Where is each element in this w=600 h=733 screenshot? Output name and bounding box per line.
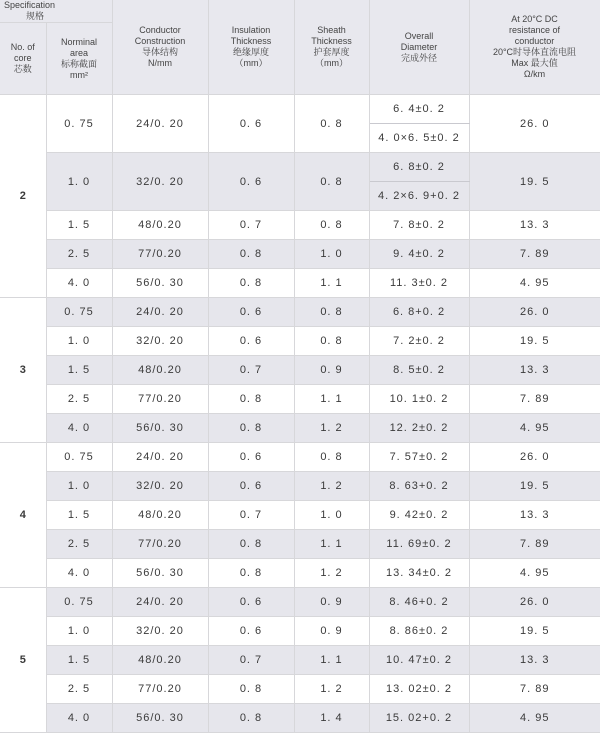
insulation-cell: 0. 6	[208, 95, 294, 153]
resistance-cell: 13. 3	[469, 356, 600, 385]
resistance-cell: 4. 95	[469, 269, 600, 298]
overall-diameter-cell: 6. 8±0. 2	[369, 153, 469, 182]
sheath-cell: 0. 8	[294, 298, 369, 327]
conductor-header-line: Construction	[134, 36, 186, 46]
core-count-cell: 3	[0, 298, 46, 443]
insulation-cell: 0. 6	[208, 153, 294, 211]
core-header-line: No. of	[10, 42, 35, 52]
table-row	[0, 530, 600, 559]
resistance-cell: 7. 89	[469, 240, 600, 269]
overall-diameter-cell: 8. 63+0. 2	[369, 472, 469, 501]
resistance-cell: 7. 89	[469, 675, 600, 704]
insulation-cell: 0. 7	[208, 646, 294, 675]
core-header-line: 芯数	[13, 64, 32, 74]
overall-diameter-cell: 6. 4±0. 2	[369, 95, 469, 124]
resistance-header-line: Max 最大值	[511, 58, 558, 68]
table-body	[0, 95, 600, 733]
conductor-cell: 32/0. 20	[112, 327, 208, 356]
resistance-cell: 7. 89	[469, 385, 600, 414]
overall-header-line: Diameter	[400, 41, 438, 52]
table-row	[0, 153, 600, 182]
area-cell: 1. 0	[46, 153, 112, 211]
area-header-line: mm²	[70, 69, 88, 80]
conductor-cell: 56/0. 30	[112, 559, 208, 588]
table-row	[0, 356, 600, 385]
area-header-line: Norminal	[60, 36, 97, 47]
overall-diameter-cell: 10. 1±0. 2	[369, 385, 469, 414]
table-row	[0, 95, 600, 124]
sheath-cell: 0. 8	[294, 327, 369, 356]
conductor-cell: 32/0. 20	[112, 617, 208, 646]
sheath-cell: 0. 9	[294, 588, 369, 617]
sheath-cell: 1. 1	[294, 530, 369, 559]
core-count-cell: 5	[0, 588, 46, 733]
resistance-cell: 13. 3	[469, 211, 600, 240]
resistance-cell: 13. 3	[469, 646, 600, 675]
area-cell: 0. 75	[46, 588, 112, 617]
conductor-cell: 77/0.20	[112, 385, 208, 414]
insulation-cell: 0. 6	[208, 588, 294, 617]
sheath-cell: 0. 8	[294, 443, 369, 472]
overall-diameter-cell: 7. 57±0. 2	[369, 443, 469, 472]
insulation-cell: 0. 6	[208, 472, 294, 501]
area-cell: 2. 5	[46, 385, 112, 414]
insulation-header-line: Thickness	[230, 36, 272, 46]
sheath-cell: 1. 0	[294, 240, 369, 269]
conductor-cell: 24/0. 20	[112, 298, 208, 327]
table-row	[0, 472, 600, 501]
resistance-cell: 19. 5	[469, 472, 600, 501]
overall-diameter-cell: 7. 8±0. 2	[369, 211, 469, 240]
sheath-header-line: Thickness	[311, 36, 352, 46]
table-row	[0, 327, 600, 356]
table-row	[0, 704, 600, 733]
nominal-area-header	[46, 23, 112, 95]
table-row	[0, 240, 600, 269]
conductor-cell: 48/0.20	[112, 501, 208, 530]
area-cell: 0. 75	[46, 298, 112, 327]
overall-diameter-alt-cell: 4. 0×6. 5±0. 2	[369, 124, 469, 153]
table-row	[0, 501, 600, 530]
area-cell: 4. 0	[46, 269, 112, 298]
table-row	[0, 211, 600, 240]
resistance-header-line: conductor	[514, 36, 555, 46]
area-cell: 0. 75	[46, 95, 112, 153]
table-row	[0, 269, 600, 298]
insulation-header-line: 绝缘厚度	[232, 47, 269, 57]
insulation-cell: 0. 8	[208, 240, 294, 269]
area-header-line: 标称截面	[60, 58, 97, 69]
sheath-header-line: （mm）	[315, 58, 348, 68]
conductor-cell: 32/0. 20	[112, 153, 208, 211]
area-cell: 2. 5	[46, 675, 112, 704]
area-cell: 0. 75	[46, 443, 112, 472]
core-count-cell: 4	[0, 443, 46, 588]
table-row	[0, 385, 600, 414]
table-row	[0, 443, 600, 472]
insulation-cell: 0. 8	[208, 530, 294, 559]
conductor-cell: 48/0.20	[112, 646, 208, 675]
table-row	[0, 414, 600, 443]
overall-diameter-cell: 10. 47±0. 2	[369, 646, 469, 675]
insulation-cell: 0. 6	[208, 298, 294, 327]
resistance-cell: 26. 0	[469, 95, 600, 153]
overall-diameter-cell: 15. 02+0. 2	[369, 704, 469, 733]
sheath-cell: 1. 2	[294, 414, 369, 443]
sheath-cell: 0. 9	[294, 356, 369, 385]
insulation-cell: 0. 8	[208, 704, 294, 733]
resistance-header-line: resistance of	[508, 25, 561, 35]
sheath-cell: 0. 8	[294, 211, 369, 240]
resistance-cell: 19. 5	[469, 327, 600, 356]
resistance-cell: 7. 89	[469, 530, 600, 559]
conductor-cell: 24/0. 20	[112, 588, 208, 617]
insulation-cell: 0. 8	[208, 414, 294, 443]
area-cell: 4. 0	[46, 559, 112, 588]
insulation-cell: 0. 8	[208, 559, 294, 588]
area-cell: 1. 5	[46, 211, 112, 240]
area-cell: 2. 5	[46, 240, 112, 269]
overall-diameter-header	[369, 0, 469, 95]
insulation-cell: 0. 7	[208, 211, 294, 240]
insulation-header	[208, 0, 294, 95]
conductor-header-line: 导体结构	[141, 47, 178, 57]
overall-diameter-cell: 11. 69±0. 2	[369, 530, 469, 559]
resistance-cell: 4. 95	[469, 559, 600, 588]
overall-diameter-cell: 7. 2±0. 2	[369, 327, 469, 356]
area-cell: 1. 0	[46, 617, 112, 646]
resistance-header-line: At 20°C DC	[511, 14, 558, 24]
conductor-cell: 77/0.20	[112, 530, 208, 559]
insulation-cell: 0. 8	[208, 385, 294, 414]
area-cell: 1. 0	[46, 327, 112, 356]
overall-header-line: Overall	[404, 30, 434, 41]
conductor-header-line: Conductor	[139, 25, 181, 35]
overall-diameter-cell: 13. 02±0. 2	[369, 675, 469, 704]
conductor-cell: 24/0. 20	[112, 443, 208, 472]
overall-diameter-cell: 8. 5±0. 2	[369, 356, 469, 385]
specification-en: Specification	[4, 0, 56, 10]
area-cell: 2. 5	[46, 530, 112, 559]
insulation-cell: 0. 7	[208, 356, 294, 385]
sheath-cell: 0. 9	[294, 617, 369, 646]
resistance-cell: 19. 5	[469, 153, 600, 211]
sheath-cell: 1. 2	[294, 472, 369, 501]
conductor-cell: 77/0.20	[112, 675, 208, 704]
specification-header	[0, 0, 112, 23]
sheath-cell: 0. 8	[294, 95, 369, 153]
table-row	[0, 559, 600, 588]
area-cell: 4. 0	[46, 704, 112, 733]
overall-header-line: 完成外径	[400, 52, 437, 63]
sheath-cell: 1. 0	[294, 501, 369, 530]
conductor-cell: 48/0.20	[112, 211, 208, 240]
insulation-cell: 0. 6	[208, 443, 294, 472]
resistance-cell: 4. 95	[469, 704, 600, 733]
sheath-header	[294, 0, 369, 95]
overall-diameter-cell: 6. 8+0. 2	[369, 298, 469, 327]
core-count-cell: 2	[0, 95, 46, 298]
resistance-header-line: 20°C时导体直流电阻	[492, 47, 577, 57]
insulation-header-line: （mm）	[234, 58, 268, 68]
conductor-cell: 56/0. 30	[112, 269, 208, 298]
table-row	[0, 298, 600, 327]
area-cell: 1. 5	[46, 501, 112, 530]
area-cell: 1. 5	[46, 646, 112, 675]
conductor-cell: 56/0. 30	[112, 414, 208, 443]
overall-diameter-cell: 8. 86±0. 2	[369, 617, 469, 646]
insulation-header-line: Insulation	[231, 25, 271, 35]
table-row	[0, 588, 600, 617]
conductor-cell: 56/0. 30	[112, 704, 208, 733]
sheath-cell: 1. 1	[294, 646, 369, 675]
resistance-cell: 19. 5	[469, 617, 600, 646]
area-header-line: area	[69, 47, 88, 58]
table-header	[0, 0, 600, 95]
core-header-line: core	[13, 53, 32, 63]
area-cell: 1. 5	[46, 356, 112, 385]
insulation-cell: 0. 8	[208, 675, 294, 704]
sheath-cell: 1. 1	[294, 385, 369, 414]
overall-diameter-cell: 9. 42±0. 2	[369, 501, 469, 530]
sheath-cell: 1. 4	[294, 704, 369, 733]
conductor-cell: 24/0. 20	[112, 95, 208, 153]
conductor-cell: 77/0.20	[112, 240, 208, 269]
insulation-cell: 0. 6	[208, 617, 294, 646]
overall-diameter-alt-cell: 4. 2×6. 9+0. 2	[369, 182, 469, 211]
table-row	[0, 617, 600, 646]
resistance-header-line: Ω/km	[523, 69, 546, 79]
resistance-header	[469, 0, 600, 95]
overall-diameter-cell: 13. 34±0. 2	[369, 559, 469, 588]
overall-diameter-cell: 8. 46+0. 2	[369, 588, 469, 617]
sheath-cell: 1. 1	[294, 269, 369, 298]
resistance-cell: 13. 3	[469, 501, 600, 530]
sheath-header-line: 护套厚度	[313, 47, 350, 57]
resistance-cell: 26. 0	[469, 588, 600, 617]
conductor-header	[112, 0, 208, 95]
core-count-header	[0, 23, 46, 95]
area-cell: 4. 0	[46, 414, 112, 443]
overall-diameter-cell: 11. 3±0. 2	[369, 269, 469, 298]
table-row	[0, 675, 600, 704]
insulation-cell: 0. 6	[208, 327, 294, 356]
specification-zh: 规格	[26, 11, 45, 21]
resistance-cell: 26. 0	[469, 443, 600, 472]
overall-diameter-cell: 12. 2±0. 2	[369, 414, 469, 443]
sheath-header-line: Sheath	[317, 25, 346, 35]
sheath-cell: 1. 2	[294, 675, 369, 704]
resistance-cell: 26. 0	[469, 298, 600, 327]
resistance-cell: 4. 95	[469, 414, 600, 443]
insulation-cell: 0. 7	[208, 501, 294, 530]
conductor-cell: 48/0.20	[112, 356, 208, 385]
conductor-cell: 32/0. 20	[112, 472, 208, 501]
table-row	[0, 646, 600, 675]
conductor-header-line: N/mm	[148, 58, 172, 68]
insulation-cell: 0. 8	[208, 269, 294, 298]
sheath-cell: 0. 8	[294, 153, 369, 211]
overall-diameter-cell: 9. 4±0. 2	[369, 240, 469, 269]
area-cell: 1. 0	[46, 472, 112, 501]
sheath-cell: 1. 2	[294, 559, 369, 588]
